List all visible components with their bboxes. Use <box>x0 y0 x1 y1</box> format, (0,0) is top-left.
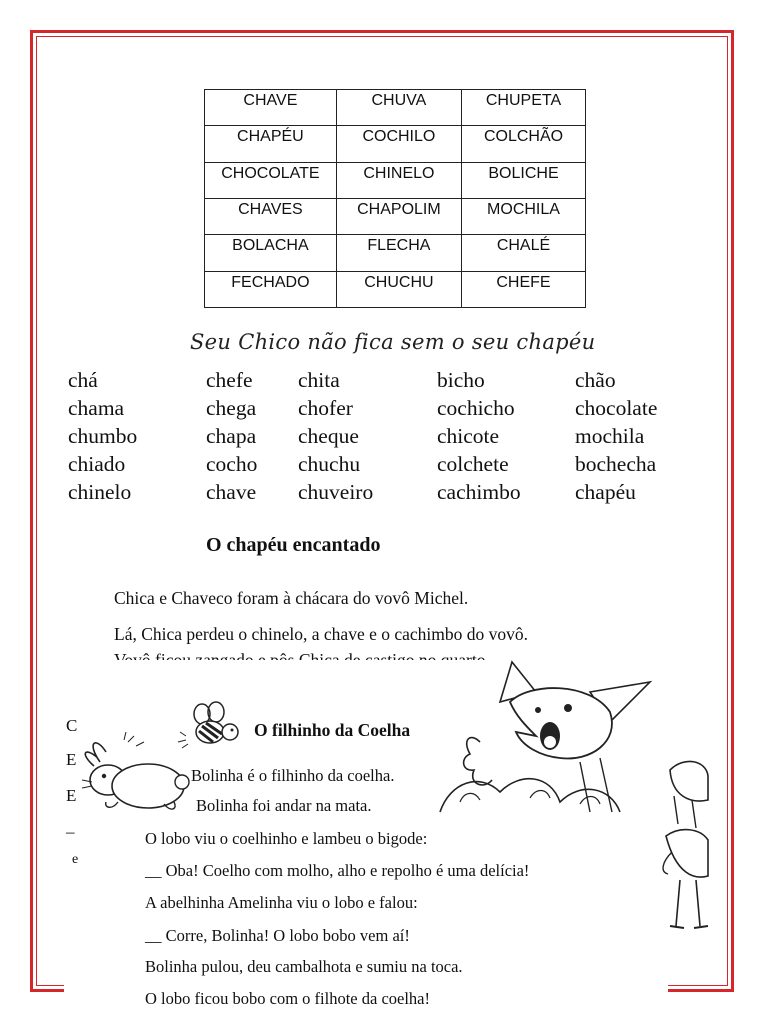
hidden-stub: – <box>66 822 75 841</box>
word: chinelo <box>68 480 132 504</box>
word-column-3 <box>298 366 373 506</box>
table-cell: COCHILO <box>336 126 461 162</box>
story-line: Chica e Chaveco foram à chácara do vovô Michel. <box>114 588 469 608</box>
word: chuveiro <box>298 480 374 504</box>
table-cell: CHAPOLIM <box>336 198 461 234</box>
word-column-1 <box>68 366 137 506</box>
rabbit-icon <box>78 736 198 816</box>
table-cell: FECHADO <box>205 271 337 307</box>
story-line: __ Corre, Bolinha! O lobo bobo vem aí! <box>145 926 410 945</box>
story-line: Lá, Chica perdeu o chinelo, a chave e o cachimbo do vovô. <box>114 624 529 644</box>
word: cocho <box>206 452 258 476</box>
word-table <box>204 89 586 308</box>
word: chocolate <box>575 396 658 420</box>
word: bicho <box>437 368 485 392</box>
table-cell: CHAVES <box>205 198 337 234</box>
word: chita <box>298 368 340 392</box>
word: chega <box>206 396 257 420</box>
table-row <box>205 90 586 126</box>
story-line: O lobo viu o coelhinho e lambeu o bigode: <box>145 829 428 848</box>
word: mochila <box>575 424 645 448</box>
word: chuchu <box>298 452 361 476</box>
overlay-card-bottom <box>64 940 668 1024</box>
table-cell: CHUPETA <box>462 90 586 126</box>
girl-icon <box>650 756 710 936</box>
word: bochecha <box>575 452 657 476</box>
hidden-stub: E <box>66 750 77 769</box>
table-cell: CHAVE <box>205 90 337 126</box>
word-columns <box>0 366 768 506</box>
table-cell: CHAPÉU <box>205 126 337 162</box>
table-cell: BOLICHE <box>462 162 586 198</box>
wolf-icon <box>440 662 660 822</box>
story-line: Bolinha pulou, deu cambalhota e sumiu na toca. <box>145 957 463 976</box>
word: colchete <box>437 452 509 476</box>
word-column-5 <box>575 366 657 506</box>
word: chofer <box>298 396 353 420</box>
story1-text <box>114 580 528 668</box>
table-cell: MOCHILA <box>462 198 586 234</box>
hidden-stub: C <box>66 716 78 735</box>
table-cell: BOLACHA <box>205 235 337 271</box>
table-cell: CHUVA <box>336 90 461 126</box>
hidden-stub: E <box>66 786 77 805</box>
word: chão <box>575 368 616 392</box>
story-line: Bolinha foi andar na mata. <box>196 796 372 815</box>
word: chicote <box>437 424 500 448</box>
word-column-4 <box>437 366 521 506</box>
story-line: __ Oba! Coelho com molho, alho e repolho é uma delícia! <box>145 861 530 880</box>
word: chiado <box>68 452 126 476</box>
table-row <box>205 126 586 162</box>
table-cell: FLECHA <box>336 235 461 271</box>
table-row <box>205 271 586 307</box>
story-line: O lobo ficou bobo com o filhote da coelha! <box>145 989 431 1008</box>
word: chama <box>68 396 125 420</box>
table-row <box>205 235 586 271</box>
table-cell: COLCHÃO <box>462 126 586 162</box>
word: chefe <box>206 368 253 392</box>
word: chapa <box>206 424 257 448</box>
story1-title: O chapéu encantado <box>206 534 381 556</box>
story2-title: O filhinho da Coelha <box>254 720 411 740</box>
word: cachimbo <box>437 480 521 504</box>
story-line: Bolinha é o filhinho da coelha. <box>191 766 395 785</box>
word-column-2 <box>206 366 257 506</box>
table-row <box>205 162 586 198</box>
table-cell: CHEFE <box>462 271 586 307</box>
story-line: A abelhinha Amelinha viu o lobo e falou: <box>145 893 418 912</box>
word: chumbo <box>68 424 138 448</box>
table-cell: CHALÉ <box>462 235 586 271</box>
cursive-sentence: Seu Chico não fica sem o seu chapéu <box>190 330 596 354</box>
table-cell: CHOCOLATE <box>205 162 337 198</box>
word: cheque <box>298 424 359 448</box>
word: chapéu <box>575 480 636 504</box>
table-cell: CHINELO <box>336 162 461 198</box>
word: chave <box>206 480 257 504</box>
table-row <box>205 198 586 234</box>
hidden-stub: e <box>72 852 79 867</box>
word: chá <box>68 368 98 392</box>
word: cochicho <box>437 396 515 420</box>
table-cell: CHUCHU <box>336 271 461 307</box>
